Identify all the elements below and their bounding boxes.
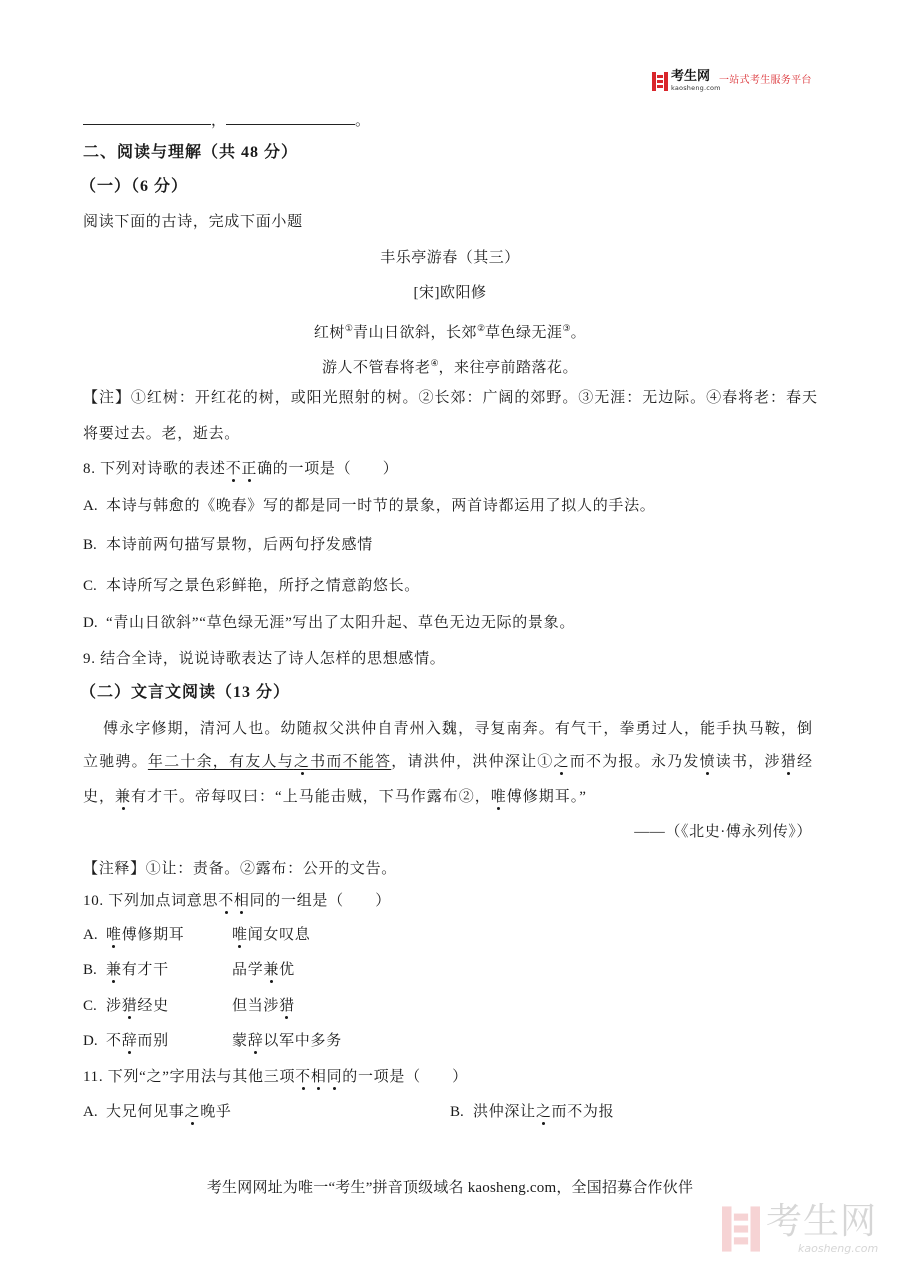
emphasized-char: 相 <box>233 893 250 909</box>
section-title: 二、阅读与理解（共 48 分） <box>83 144 299 161</box>
emphasized-char: 之 <box>184 1104 201 1120</box>
phrase-text: 以军中多务 <box>263 1033 342 1049</box>
emphasized-char: 同 <box>326 1069 343 1085</box>
option-text: 洪仲深让 <box>473 1104 536 1120</box>
option-text: 而不为报 <box>551 1104 615 1120</box>
emphasized-char: 猎 <box>780 754 797 770</box>
emphasized-char: 愤 <box>699 754 716 770</box>
emphasized-char: 兼 <box>115 789 132 805</box>
watermark-logo-icon <box>722 1205 760 1253</box>
emphasized-char: 辞 <box>247 1033 264 1049</box>
poem-line-1 <box>0 318 900 341</box>
stem-text: 的一项是（ ） <box>342 1069 468 1085</box>
passage-text: 读书，涉 <box>715 754 781 770</box>
passage-text: 立驰骋。 <box>83 754 148 770</box>
option-right-phrase <box>232 927 311 943</box>
logo-brand-text: 考生网 <box>671 69 711 84</box>
poem-line-2 <box>0 353 900 376</box>
poem-author: [宋]欧阳修 <box>413 285 487 301</box>
emphasized-char: 兼 <box>263 962 280 978</box>
emphasized-char: 正 <box>241 461 258 477</box>
footnote-marker: ① <box>344 323 353 333</box>
stem-text: 同的一组是（ ） <box>249 893 391 909</box>
passage-line-1: 傅永字修期，清河人也。幼随叔父洪仲自青州入魏，寻复南奔。有气干，拳勇过人，能手执马鞍，倒 <box>103 721 812 737</box>
phrase-text: 闻女叹息 <box>247 927 311 943</box>
emphasized-char: 之 <box>535 1104 552 1120</box>
option-label: B. <box>83 537 97 553</box>
answer-blank <box>226 108 355 125</box>
phrase-text: 涉 <box>106 998 122 1014</box>
option-label: A. <box>83 1104 98 1120</box>
emphasized-char: 不 <box>218 893 234 909</box>
option-label: B. <box>450 1104 464 1120</box>
option-label: C. <box>83 578 97 594</box>
phrase-text: 优 <box>279 962 295 978</box>
passage-text: 而不为报。永乃发 <box>569 754 700 770</box>
page-footer: 考生网网址为唯一“考生”拼音顶级域名 kaosheng.com，全国招募合作伙伴 <box>206 1180 694 1196</box>
logo-domain-text: kaosheng.com <box>671 84 721 92</box>
question-10-option-a <box>83 925 311 945</box>
emphasized-char: 猎 <box>279 998 295 1014</box>
footnote-marker: ② <box>476 323 486 333</box>
passage-text: 经 <box>796 754 812 770</box>
poem-text: ，来往亭前踏落花。 <box>438 360 579 376</box>
question-8-option-d <box>83 613 575 633</box>
option-text: 本诗所写之景色彩鲜艳，所抒之情意韵悠长。 <box>106 578 421 594</box>
phrase-text: 傅修期耳 <box>121 927 185 943</box>
phrase-text: 而别 <box>137 1033 169 1049</box>
option-right-phrase <box>232 998 295 1014</box>
kaosheng-logo-icon <box>652 72 668 91</box>
passage-text: 有才干。帝每叹曰：“上马能击贼，下马作露布②， <box>131 789 491 805</box>
emphasized-char: 辞 <box>121 1033 138 1049</box>
option-label: A. <box>83 498 98 514</box>
poem-text: 青山日欲斜，长郊 <box>352 325 477 341</box>
question-11-option-b <box>450 1104 614 1120</box>
question-11-stem <box>83 1067 468 1087</box>
phrase-text: 有才干 <box>121 962 169 978</box>
phrase-text: 品学 <box>232 962 264 978</box>
passage-text: 书而不能答 <box>310 754 392 770</box>
question-10-option-b <box>83 960 295 980</box>
phrase-text: 但当涉 <box>232 998 280 1014</box>
phrase-text: 蒙 <box>232 1033 248 1049</box>
option-left-phrase <box>106 996 232 1016</box>
question-8-option-c <box>83 576 420 596</box>
footnote-marker: ③ <box>562 323 571 333</box>
option-right-phrase <box>232 962 295 978</box>
question-8-stem <box>83 459 398 479</box>
emphasized-char: 唯 <box>106 927 122 943</box>
passage-notes: 【注释】①让：责备。②露布：公开的文告。 <box>83 861 398 877</box>
blank-separator: ， <box>211 113 227 129</box>
passage-text: 年二十余，有友人与 <box>147 754 294 770</box>
emphasized-char: 兼 <box>106 962 122 978</box>
poem-title: 丰乐亭游春（其三） <box>380 250 520 266</box>
poem-text: 游人不管春将老 <box>321 360 431 376</box>
option-text: 本诗与韩愈的《晚春》写的都是同一时节的景象，两首诗都运用了拟人的手法。 <box>106 498 656 514</box>
emphasized-char: 猎 <box>121 998 138 1014</box>
poem-note-line-1: 【注】①红树：开红花的树，或阳光照射的树。②长郊：广阔的郊野。③无涯：无边际。④春将老：春天 <box>83 390 817 406</box>
emphasized-char: 相 <box>310 1069 327 1085</box>
kaosheng-header-logo <box>652 70 814 92</box>
passage-text: 史， <box>83 789 116 805</box>
poem-text: 。 <box>570 325 587 341</box>
emphasized-char: 之 <box>553 754 570 770</box>
option-text: 本诗前两句描写景物，后两句抒发感情 <box>106 537 373 553</box>
option-left-phrase <box>106 925 232 945</box>
passage-source: ——（《北史·傅永列传》） <box>634 824 812 840</box>
poem-text: 草色绿无涯 <box>485 325 563 341</box>
option-text: “青山日欲斜”“草色绿无涯”写出了太阳升起、草色无边无际的景象。 <box>106 615 576 631</box>
emphasized-char: 唯 <box>490 789 507 805</box>
poem-note-line-2: 将要过去。老，逝去。 <box>83 426 241 442</box>
option-label: D. <box>83 615 98 631</box>
phrase-text: 不 <box>106 1033 122 1049</box>
passage-line-3 <box>83 787 587 807</box>
stem-text: 确的一项是（ ） <box>257 461 399 477</box>
emphasized-char: 之 <box>293 754 311 770</box>
question-9-stem: 9. 结合全诗，说说诗歌表达了诗人怎样的思想感情。 <box>83 651 446 667</box>
option-left-phrase <box>106 1031 232 1051</box>
question-10-stem <box>83 891 391 911</box>
blank-end: 。 <box>355 113 371 129</box>
stem-text: 11. 下列“之”字用法与其他三项 <box>83 1069 296 1085</box>
phrase-text: 经史 <box>137 998 169 1014</box>
fill-blank-line <box>83 108 370 128</box>
option-text: 晚乎 <box>200 1104 232 1120</box>
stem-text: 10. 下列加点词意思 <box>83 893 219 909</box>
watermark-domain-text: kaosheng.com <box>798 1242 879 1255</box>
question-10-option-d <box>83 1031 342 1051</box>
passage-line-2 <box>83 752 812 772</box>
answer-blank <box>83 108 211 125</box>
option-left-phrase <box>106 960 232 980</box>
underlined-sentence <box>148 754 391 770</box>
part1-title: （一）（6 分） <box>80 178 189 195</box>
logo-slogan-text: 一站式考生服务平台 <box>719 75 812 86</box>
question-8-option-a <box>83 496 656 516</box>
emphasized-char: 不 <box>225 461 242 477</box>
question-8-option-b <box>83 535 373 555</box>
passage-text: 傅修期耳。” <box>506 789 587 805</box>
kaosheng-watermark <box>722 1203 882 1257</box>
watermark-brand-text: 考生网 <box>766 1201 878 1242</box>
footnote-marker: ④ <box>430 358 439 368</box>
question-10-option-c <box>83 996 295 1016</box>
option-label: B. <box>83 962 97 978</box>
part2-title: （二）文言文阅读（13 分） <box>80 684 291 701</box>
passage-text: ，请洪仲，洪仲深让① <box>391 754 554 770</box>
part1-instruction: 阅读下面的古诗，完成下面小题 <box>83 214 303 230</box>
option-right-phrase <box>232 1033 342 1049</box>
option-label: A. <box>83 927 98 943</box>
question-11-options <box>83 1102 614 1122</box>
option-text: 大兄何见事 <box>106 1104 185 1120</box>
poem-text: 红树 <box>313 325 345 341</box>
emphasized-char: 不 <box>295 1069 311 1085</box>
option-label: D. <box>83 1033 98 1049</box>
emphasized-char: 唯 <box>232 927 248 943</box>
question-11-option-a <box>83 1102 450 1122</box>
option-label: C. <box>83 998 97 1014</box>
stem-text: 8. 下列对诗歌的表述 <box>83 461 226 477</box>
